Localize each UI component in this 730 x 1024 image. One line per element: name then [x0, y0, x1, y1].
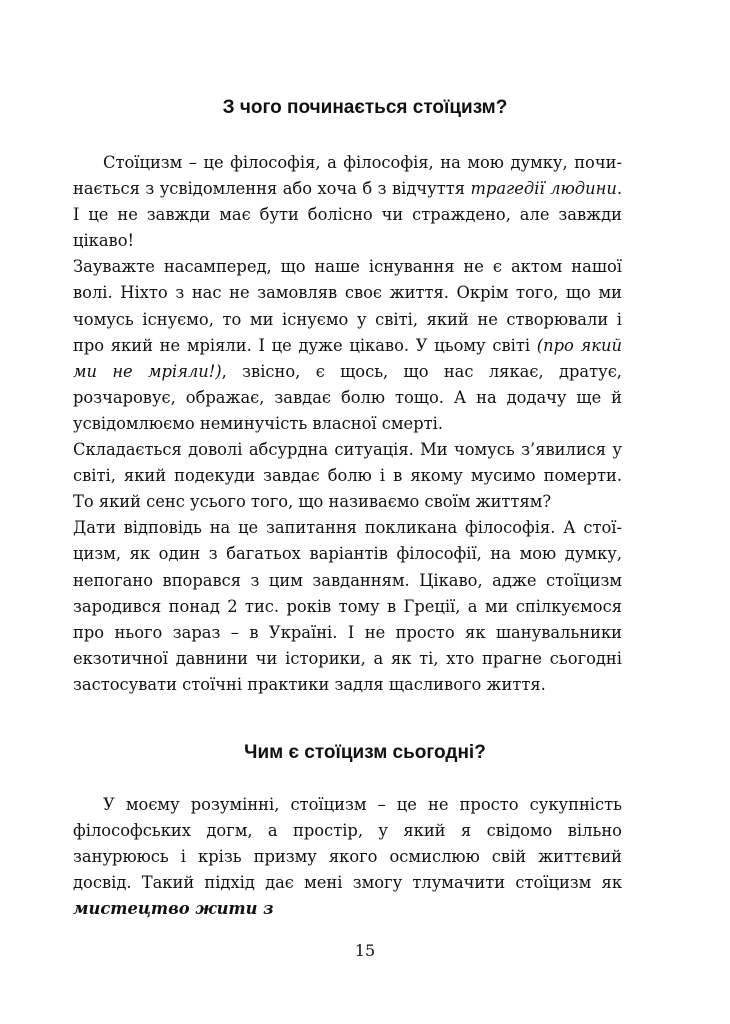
paragraph: У моєму розумінні, стоїцизм – це не просто сукупність філософських догм, а простір, у який я свідомо вільно занурююсь і крізь призму якого осмислюю свій життєвий досвід. Такий підхід дає мені змогу тлумачити стоїцизм як мистецтво жити з: [73, 795, 622, 919]
section-1-body: [73, 150, 622, 698]
section-heading-2: Чим є стоїцизм сьогодні?: [244, 742, 486, 763]
paragraph: Дати відповідь на це запитання покликана філософія. А стоїцизм, як один з багатьох варіантів філософії, на мою думку, непогано впорався з цим завданням. Цікаво, адже стоїцизм зародився понад 2 тис. років тому в Греції, а ми спілкуємося про нього зараз – в Україні. І не просто як шанувальники екзотичної давнини чи історики, а як ті, хто прагне сьогодні застосувати стоїчні практики задля щасливого життя.: [73, 518, 622, 694]
paragraph: Зауважте насамперед, що наше існування не є актом нашої волі. Ніхто з нас не замовляв своє життя. Окрім того, що ми чомусь існуємо, то ми існуємо у світі, який не створювали і про який не мріяли. І це дуже цікаво. У цьому світі (про який ми не мріяли!), звісно, є щось, що нас лякає, дратує, розчаровує, ображає, завдає болю тощо. А на додачу ще й усвідомлюємо неминучість власної смерті.: [73, 257, 622, 433]
section-heading-1: З чого починається стоїцизм?: [222, 97, 508, 118]
paragraph: Стоїцизм – це філософія, а філософія, на мою думку, починається з усвідомлення або хоча б з відчуття трагедії людини. І це не завжди має бути болісно чи страждено, але завжди цікаво!: [73, 153, 622, 251]
page-number: 15: [354, 941, 376, 960]
paragraph: Складається доволі абсурдна ситуація. Ми чомусь з’явилися у світі, який подекуди завдає болю і в якому мусимо померти. То який сенс усього того, що називаємо своїм життям?: [73, 440, 622, 512]
section-2-body: [73, 792, 622, 922]
